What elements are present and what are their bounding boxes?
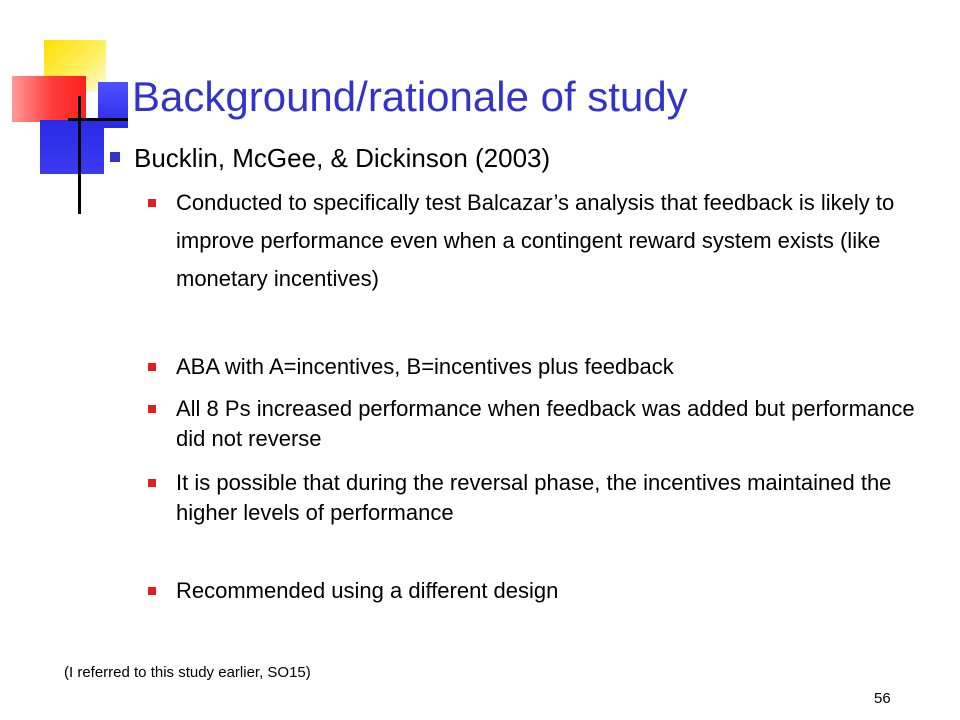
footnote: (I referred to this study earlier, SO15) <box>64 664 311 681</box>
decor-red-square <box>12 76 86 122</box>
sub-bullet-text: Conducted to specifically test Balcazar’s analysis that feedback is likely to improve performance even when a contingent reward system exists (like monetary incentives) <box>176 190 895 291</box>
sub-bullet-text: ABA with A=incentives, B=incentives plus feedback <box>176 354 674 379</box>
sub-bullet-text: It is possible that during the reversal phase, the incentives maintained the higher levels of performance <box>176 470 892 525</box>
square-bullet-icon <box>148 363 156 371</box>
decor-horizontal-line <box>68 118 128 121</box>
decor-vertical-line <box>78 96 81 214</box>
square-bullet-icon <box>148 587 156 595</box>
square-bullet-icon <box>148 405 156 413</box>
square-bullet-icon <box>148 479 156 487</box>
decor-blue-square-left <box>40 120 104 174</box>
square-bullet-icon <box>110 152 120 162</box>
level1-bullet-text: Bucklin, McGee, & Dickinson (2003) <box>134 143 551 173</box>
square-bullet-icon <box>148 199 156 207</box>
slide-title: Background/rationale of study <box>132 73 688 120</box>
page-number: 56 <box>874 690 891 707</box>
sub-bullet-text: All 8 Ps increased performance when feedback was added but performance did not reverse <box>176 396 915 451</box>
sub-bullet-text: Recommended using a different design <box>176 578 559 603</box>
